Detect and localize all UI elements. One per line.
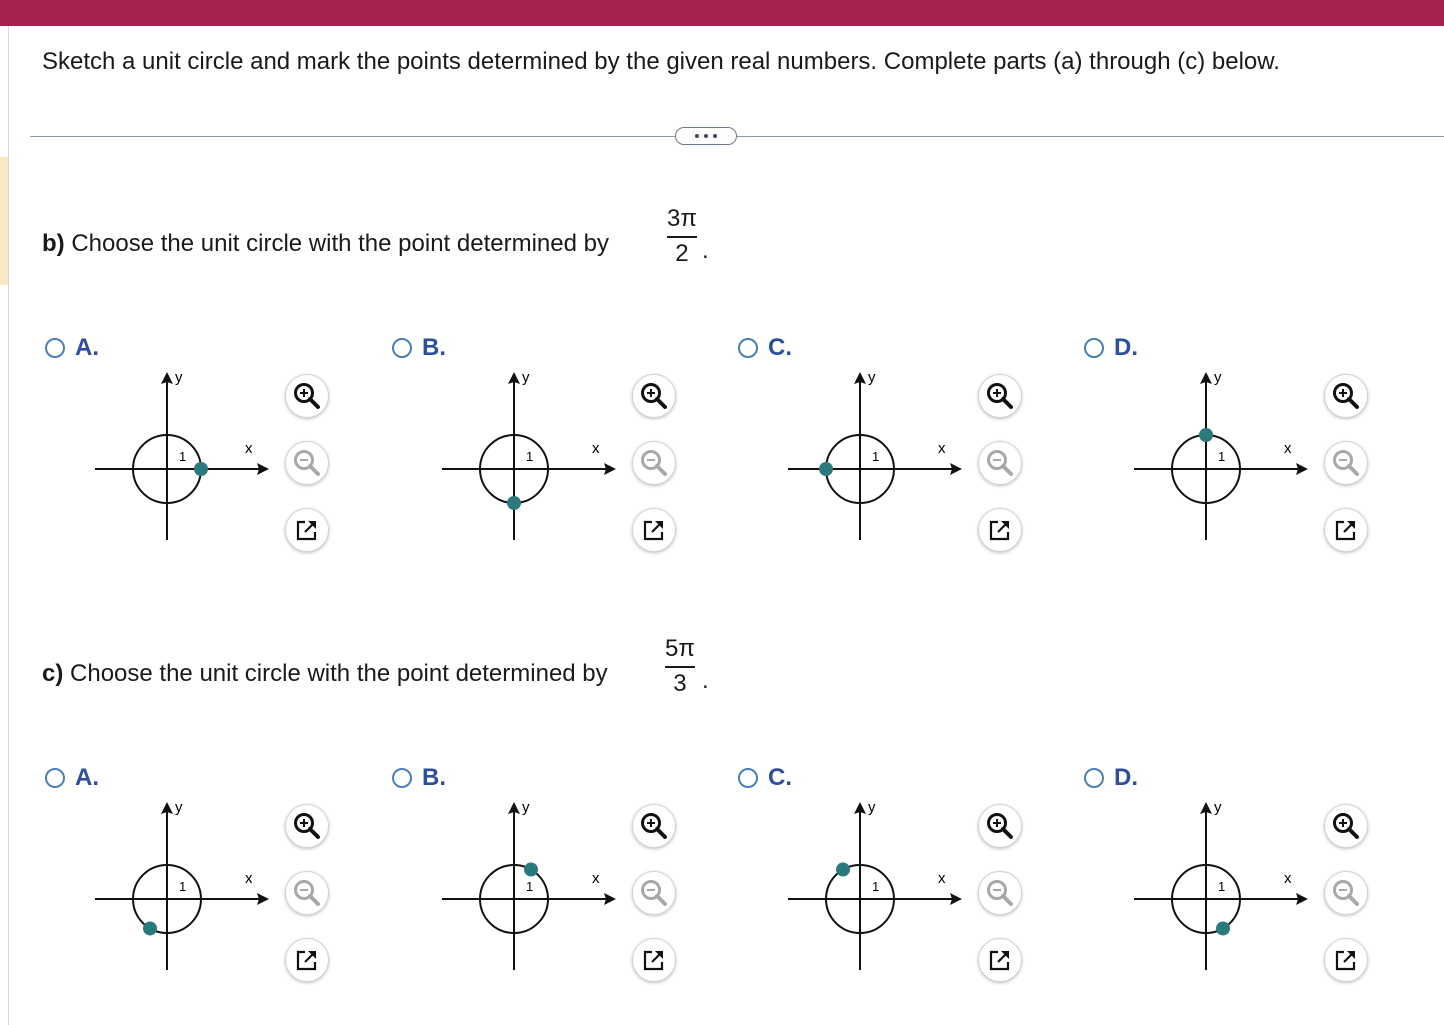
radio-button[interactable] [392,338,412,358]
option-radio[interactable] [1084,764,1138,792]
zoom-out-icon [1331,448,1361,478]
y-axis-label: y [1214,369,1222,386]
part-c-fraction [665,635,695,698]
part-c-option-d [1084,764,1384,1014]
tick-label-one: 1 [872,879,880,894]
x-axis-label: x [938,440,946,457]
part-c-period: . [702,667,709,694]
option-letter: D. [1114,334,1138,361]
zoom-in-button[interactable] [285,374,329,418]
zoom-in-icon [292,381,322,411]
option-radio[interactable] [45,334,99,362]
popout-button[interactable] [285,938,329,982]
option-letter: A. [75,764,99,791]
part-b-option-a [45,334,345,584]
x-axis-label: x [1284,870,1292,887]
radio-button[interactable] [45,768,65,788]
left-border [8,26,9,1025]
marked-point [1216,921,1230,935]
more-dot-icon [713,134,717,138]
tick-label-one: 1 [1218,879,1226,894]
option-letter: B. [422,764,446,791]
popout-button[interactable] [1324,938,1368,982]
popout-icon [294,947,320,973]
zoom-out-icon [985,878,1015,908]
radio-button[interactable] [1084,768,1104,788]
zoom-in-icon [985,381,1015,411]
zoom-out-button[interactable] [1324,871,1368,915]
instructions-text: Sketch a unit circle and mark the points determined by the given real numbers. Complete parts (a) through (c) below. [42,48,1280,75]
zoom-out-icon [292,448,322,478]
zoom-in-icon [985,811,1015,841]
section-divider [30,136,1444,137]
option-radio[interactable] [1084,334,1138,362]
popout-icon [1333,947,1359,973]
option-radio[interactable] [392,334,446,362]
popout-button[interactable] [978,508,1022,552]
x-axis-label: x [938,870,946,887]
zoom-out-icon [639,448,669,478]
x-axis-label: x [245,870,253,887]
radio-button[interactable] [392,768,412,788]
popout-button[interactable] [632,938,676,982]
part-b-fraction [667,205,697,268]
radio-button[interactable] [45,338,65,358]
zoom-out-icon [292,878,322,908]
marked-point [143,921,157,935]
unit-circle-graph [1134,794,1314,974]
option-radio[interactable] [738,764,792,792]
part-c-option-b [392,764,692,1014]
zoom-in-icon [1331,811,1361,841]
zoom-in-button[interactable] [632,804,676,848]
zoom-out-button[interactable] [1324,441,1368,485]
popout-button[interactable] [632,508,676,552]
unit-circle-graph [1134,364,1314,544]
marked-point [1199,428,1213,442]
part-c-option-a [45,764,345,1014]
header-bar [0,0,1444,26]
option-letter: D. [1114,764,1138,791]
part-c-text: Choose the unit circle with the point determined by [70,660,608,687]
progress-tab [0,157,8,285]
part-c-denominator: 3 [673,669,687,697]
zoom-in-icon [1331,381,1361,411]
popout-button[interactable] [1324,508,1368,552]
part-b-option-b [392,334,692,584]
zoom-in-button[interactable] [1324,374,1368,418]
fraction-bar [665,666,695,668]
unit-circle-graph [95,794,275,974]
zoom-out-icon [985,448,1015,478]
y-axis-label: y [175,369,183,386]
part-b-label: b) [42,230,65,257]
zoom-in-icon [292,811,322,841]
unit-circle-graph [442,794,622,974]
zoom-out-icon [1331,878,1361,908]
marked-point [836,863,850,877]
popout-icon [987,947,1013,973]
x-axis-label: x [1284,440,1292,457]
marked-point [507,496,521,510]
tick-label-one: 1 [526,879,534,894]
popout-button[interactable] [978,938,1022,982]
radio-button[interactable] [738,338,758,358]
tick-label-one: 1 [179,449,187,464]
zoom-out-button[interactable] [632,871,676,915]
x-axis-label: x [592,870,600,887]
zoom-in-button[interactable] [632,374,676,418]
part-c-numerator: 5π [665,635,695,662]
zoom-out-button[interactable] [978,441,1022,485]
marked-point [819,462,833,476]
popout-icon [641,947,667,973]
part-c-label: c) [42,660,64,687]
y-axis-label: y [1214,799,1222,816]
zoom-out-button[interactable] [285,441,329,485]
y-axis-label: y [522,369,530,386]
y-axis-label: y [522,799,530,816]
popout-icon [641,517,667,543]
more-options-button[interactable] [675,127,737,145]
y-axis-label: y [868,369,876,386]
zoom-in-button[interactable] [978,374,1022,418]
part-b-numerator: 3π [667,205,697,232]
zoom-out-button[interactable] [285,871,329,915]
y-axis-label: y [868,799,876,816]
zoom-in-button[interactable] [1324,804,1368,848]
x-axis-label: x [245,440,253,457]
radio-button[interactable] [1084,338,1104,358]
zoom-out-icon [639,878,669,908]
zoom-out-button[interactable] [978,871,1022,915]
option-letter: A. [75,334,99,361]
zoom-in-icon [639,811,669,841]
part-c-option-c [738,764,1038,1014]
tick-label-one: 1 [526,449,534,464]
more-dot-icon [695,134,699,138]
y-axis-label: y [175,799,183,816]
part-b-period: . [702,237,709,264]
marked-point [194,462,208,476]
unit-circle-graph [788,364,968,544]
zoom-out-button[interactable] [632,441,676,485]
unit-circle-graph [95,364,275,544]
option-letter: B. [422,334,446,361]
x-axis-label: x [592,440,600,457]
part-b-text: Choose the unit circle with the point determined by [71,230,609,257]
radio-button[interactable] [738,768,758,788]
more-dot-icon [704,134,708,138]
option-radio[interactable] [45,764,99,792]
part-b-option-d [1084,334,1384,584]
fraction-bar [667,236,697,238]
part-c-question [42,660,608,688]
popout-icon [1333,517,1359,543]
option-radio[interactable] [392,764,446,792]
option-letter: C. [768,764,792,791]
option-letter: C. [768,334,792,361]
popout-icon [987,517,1013,543]
part-b-question [42,230,609,258]
zoom-in-button[interactable] [978,804,1022,848]
tick-label-one: 1 [179,879,187,894]
tick-label-one: 1 [1218,449,1226,464]
zoom-in-button[interactable] [285,804,329,848]
unit-circle-graph [442,364,622,544]
unit-circle-graph [788,794,968,974]
popout-button[interactable] [285,508,329,552]
tick-label-one: 1 [872,449,880,464]
marked-point [524,863,538,877]
zoom-in-icon [639,381,669,411]
part-b-option-c [738,334,1038,584]
popout-icon [294,517,320,543]
option-radio[interactable] [738,334,792,362]
part-b-denominator: 2 [675,239,689,267]
